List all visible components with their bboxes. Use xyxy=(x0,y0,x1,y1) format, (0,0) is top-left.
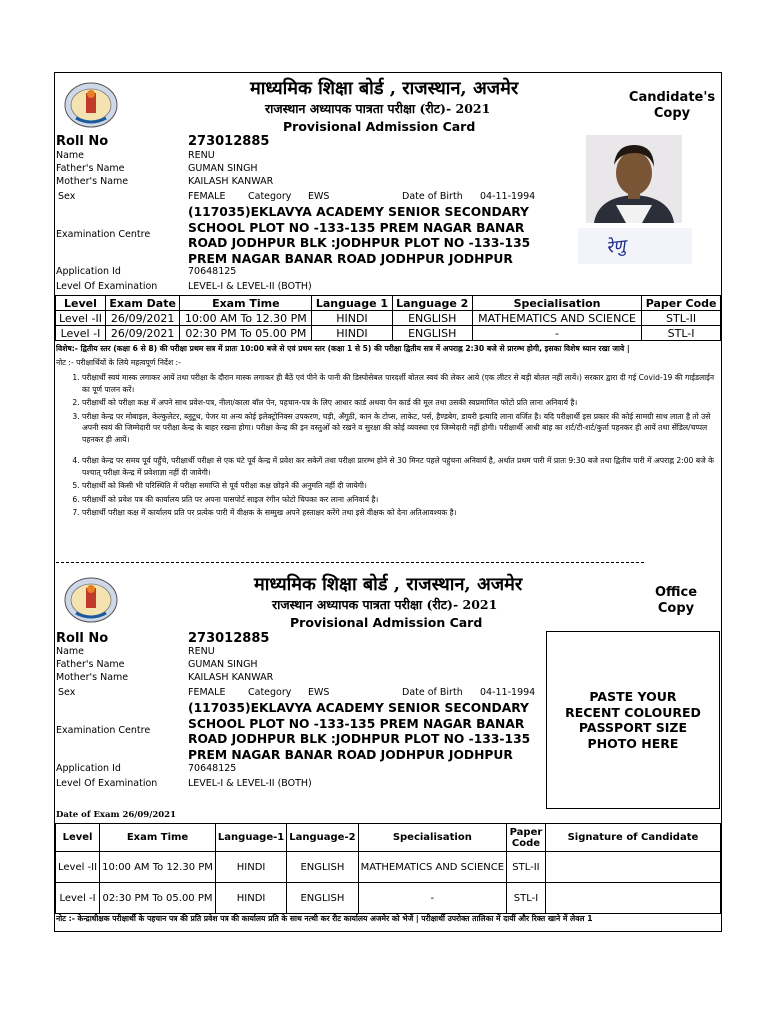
application-id-label: Application Id xyxy=(56,763,121,774)
dob-label: Date of Birth xyxy=(402,191,463,202)
father-value: GUMAN SINGH xyxy=(188,163,258,174)
sex-value: FEMALE xyxy=(188,191,226,202)
col-header: Specialisation xyxy=(472,296,641,311)
roll-no-label: Roll No xyxy=(56,134,109,149)
table-cell: Level -I xyxy=(56,326,106,341)
instruction-item: 5. परीक्षार्थी को किसी भी परिस्थिति में परीक्षा समाप्ति से पूर्व परीक्षा कक्ष छोड़ने की अनुमति नहीं दी जायेगी। xyxy=(82,480,720,492)
centre-line: PREM NAGAR BANAR ROAD JODHPUR JODHPUR xyxy=(188,747,513,762)
table-row xyxy=(56,326,721,341)
dob-value: 04-11-1994 xyxy=(480,191,536,202)
col-header: Specialisation xyxy=(358,824,506,852)
application-id-value: 70648125 xyxy=(188,266,237,277)
category-value: EWS xyxy=(308,191,330,202)
table-row xyxy=(56,311,721,326)
centre-line: (117035)EKLAVYA ACADEMY SENIOR SECONDARY xyxy=(188,205,529,219)
candidate-photo xyxy=(586,135,682,223)
father-label: Father's Name xyxy=(56,163,125,174)
table-cell: Level -I xyxy=(56,883,100,914)
exam-schedule-table xyxy=(55,295,721,341)
table-cell: - xyxy=(472,326,641,341)
table-cell: 02:30 PM To 05.00 PM xyxy=(180,326,312,341)
cut-line-divider xyxy=(56,562,644,563)
signature-cell xyxy=(545,883,720,914)
table-cell: MATHEMATICS AND SCIENCE xyxy=(472,311,641,326)
instruction-item: 6. परीक्षार्थी को प्रवेश पत्र की कार्यालय प्रति पर अपना पासपोर्ट साइज रंगीन फोटो चिपका कर लाना अनिवार्य है। xyxy=(82,494,720,506)
level-of-exam-label: Level Of Examination xyxy=(56,778,158,789)
table-cell: STL-II xyxy=(507,852,546,883)
board-title: माध्यमिक शिक्षा बोर्ड , राजस्थान, अजमेर xyxy=(250,78,519,99)
mother-label: Mother's Name xyxy=(56,672,129,683)
application-id-label: Application Id xyxy=(56,266,121,277)
exam-title: राजस्थान अध्यापक पात्रता परीक्षा (रीट)- 2021 xyxy=(265,101,491,116)
name-value: RENU xyxy=(188,646,215,657)
office-schedule-table xyxy=(55,823,721,914)
table-cell: ENGLISH xyxy=(392,311,472,326)
office-copy-label xyxy=(626,585,726,617)
table-cell: HINDI xyxy=(215,883,286,914)
paste-photo-box xyxy=(546,631,720,809)
sex-label: Sex xyxy=(58,191,76,202)
name-label: Name xyxy=(56,150,85,161)
col-header: Language 2 xyxy=(392,296,472,311)
sex-label: Sex xyxy=(58,687,76,698)
board-logo-icon xyxy=(64,577,118,623)
col-header: Exam Date xyxy=(105,296,179,311)
level-of-exam-value: LEVEL-I & LEVEL-II (BOTH) xyxy=(188,778,312,789)
centre-line: ROAD JODHPUR BLK :JODHPUR PLOT NO -133-135 xyxy=(188,236,531,250)
table-cell: HINDI xyxy=(312,326,392,341)
table-row xyxy=(56,852,721,883)
table-cell: 26/09/2021 xyxy=(105,326,179,341)
instructions-list xyxy=(56,372,720,521)
signature-cell xyxy=(545,852,720,883)
instruction-item: 1. परीक्षार्थी स्वयं मास्क लगाकर आयें तथा परीक्षा के दौरान मास्क लगाकर ही बैठें एवं पीने के पानी की डिस्पोसेबल पारदर्शी बोतल स्वयं की लेकर आये (एक लीटर से बड़ी बोतल नहीं लायें।) सरकार द्वारा दी गई Covid-19 की गाईडलाईन का पूर्ण पालन करें। xyxy=(82,372,720,395)
sex-value: FEMALE xyxy=(188,687,226,698)
centre-line: SCHOOL PLOT NO -133-135 PREM NAGAR BANAR xyxy=(188,220,525,235)
table-cell: 26/09/2021 xyxy=(105,311,179,326)
exam-centre-value xyxy=(188,701,544,763)
table-cell: 10:00 AM To 12.30 PM xyxy=(100,852,216,883)
board-logo-icon xyxy=(64,82,118,128)
instruction-item: 3. परीक्षा केन्द्र पर मोबाइल, केल्कुलेटर, ब्लूटूथ, पेजर या अन्य कोई इलेक्ट्रोनिक्स उपकरण, घड़ी, अँगूठी, कान के टोप्स, लाकेट, पर्स, हैण्डबेग, डायरी इत्यादि लाना वर्जित है। यदि परीक्षार्थी इस प्रकार की कोई सामग्री साथ लाता है तो उसे अपनी स्वयं की जिम्मेदारी पर परीक्षा केन्द्र के बाहर रखना होगा। परीक्षा केन्द्र की इन वस्तुओं को रखने व सुरक्षा की कोई व्यवस्था एवं जिम्मेदारी नहीं होगी। परीक्षार्थी आधी बांह का शर्ट/टी-शर्ट/कुर्ता पहनकर ही आयें तथा सेंडिल/चप्पल पहनकर ही आयें। xyxy=(82,411,720,446)
col-header: Signature of Candidate xyxy=(545,824,720,852)
col-header: Language 1 xyxy=(312,296,392,311)
exam-title: राजस्थान अध्यापक पात्रता परीक्षा (रीट)- 2021 xyxy=(272,597,498,612)
table-cell: - xyxy=(358,883,506,914)
dob-value: 04-11-1994 xyxy=(480,687,536,698)
table-header-row xyxy=(56,824,721,852)
copy-line: Office xyxy=(654,585,698,600)
table-cell: STL-II xyxy=(642,311,721,326)
father-label: Father's Name xyxy=(56,659,125,670)
centre-line: PREM NAGAR BANAR ROAD JODHPUR JODHPUR xyxy=(188,251,513,266)
copy-line: Copy xyxy=(657,601,695,616)
exam-centre-label: Examination Centre xyxy=(56,725,151,736)
name-value: RENU xyxy=(188,150,215,161)
mother-value: KAILASH KANWAR xyxy=(188,672,274,683)
col-header: Language-1 xyxy=(215,824,286,852)
col-header: Level xyxy=(56,824,100,852)
notes-heading: नोट :- परीक्षार्थियों के लिये महत्वपूर्ण निर्देश :- xyxy=(56,358,181,367)
table-cell: HINDI xyxy=(215,852,286,883)
roll-no-value: 273012885 xyxy=(188,631,270,646)
exam-centre-value xyxy=(188,205,558,267)
footer-note: नोट :- केन्द्राधीक्षक परीक्षार्थी के पहचान पत्र की प्रति प्रवेश पत्र की कार्यालय प्रति के साथ नत्थी कर रीट कार्यालय अजमेर को भेजें | परीक्षार्थी उपरोक्त तालिका में दायीं और रिक्त खाने में लेवल 1 xyxy=(56,914,593,923)
board-title: माध्यमिक शिक्षा बोर्ड , राजस्थान, अजमेर xyxy=(254,574,523,595)
candidate-copy-label xyxy=(620,90,724,122)
father-value: GUMAN SINGH xyxy=(188,659,258,670)
photo-box-line: PASTE YOUR xyxy=(589,689,677,704)
col-header: Paper Code xyxy=(507,824,546,852)
col-header: Language-2 xyxy=(287,824,358,852)
copy-line: Candidate's xyxy=(628,90,716,105)
table-cell: Level -II xyxy=(56,311,106,326)
photo-box-line: PASSPORT SIZE xyxy=(578,720,688,735)
table-header-row xyxy=(56,296,721,311)
table-row xyxy=(56,883,721,914)
table-cell: ENGLISH xyxy=(392,326,472,341)
dob-label: Date of Birth xyxy=(402,687,463,698)
exam-centre-label: Examination Centre xyxy=(56,229,151,240)
instruction-item: 7. परीक्षार्थी परीक्षा कक्ष में कार्यालय प्रति पर प्रत्येक पारी में वीक्षक के सम्मुख अपने हस्ताक्षर करेंगे तथा इसे वीक्षक को देना अतिआवश्यक है। xyxy=(82,507,720,519)
table-cell: MATHEMATICS AND SCIENCE xyxy=(358,852,506,883)
roll-no-label: Roll No xyxy=(56,631,109,646)
table-cell: STL-I xyxy=(507,883,546,914)
mother-label: Mother's Name xyxy=(56,176,129,187)
card-title: Provisional Admission Card xyxy=(283,119,476,134)
centre-line: ROAD JODHPUR BLK :JODHPUR PLOT NO -133-135 xyxy=(188,732,531,746)
signature-text: रेणु xyxy=(605,236,627,258)
instruction-item: 2. परीक्षार्थी को परीक्षा कक्ष में अपने साथ प्रवेश-पत्र, नीला/काला बॉल पेन, पहचान-पत्र के लिए आधार कार्ड अथवा पेन कार्ड की मूल तथा उसकी स्वप्रमाणित फोटो प्रति लाना अनिवार्य है। xyxy=(82,397,720,409)
col-header: Level xyxy=(56,296,106,311)
level-of-exam-label: Level Of Examination xyxy=(56,281,158,292)
table-cell: Level -II xyxy=(56,852,100,883)
photo-box-line: PHOTO HERE xyxy=(587,735,679,751)
col-header: Paper Code xyxy=(642,296,721,311)
application-id-value: 70648125 xyxy=(188,763,237,774)
category-label: Category xyxy=(248,191,292,202)
card-title: Provisional Admission Card xyxy=(290,615,483,630)
instruction-item: 4. परीक्षा केन्द्र पर समय पूर्व पहुँचे, परीक्षार्थी परीक्षा से एक घंटे पूर्व केन्द्र में प्रवेश कर सकेगें तथा परीक्षा प्रारम्भ होने से 30 मिनट पहले पहुंचना अनिवार्य है, अर्थात प्रथम पारी में प्रातः 9:30 बजे तथा द्वितीय पारी में अपराह्न 2:00 बजे के पश्चात् परीक्षा केन्द्र में प्रवेशाज्ञा नहीं दी जावेगी। xyxy=(82,455,720,478)
table-cell: 02:30 PM To 05.00 PM xyxy=(100,883,216,914)
signature-image xyxy=(578,228,692,264)
special-note: विशेष:- द्वितीय स्तर (कक्षा 6 से 8) की परीक्षा प्रथम सत्र में प्रातः 10:00 बजे से एवं प्रथम स्तर (कक्षा 1 से 5) की परीक्षा द्वितीय सत्र में अपराह्न 2:30 बजे से प्रारम्भ होगी, इसका विशेष ध्यान रखा जावे | xyxy=(56,344,630,353)
level-of-exam-value: LEVEL-I & LEVEL-II (BOTH) xyxy=(188,281,312,292)
col-header: Exam Time xyxy=(100,824,216,852)
roll-no-value: 273012885 xyxy=(188,134,270,149)
table-cell: ENGLISH xyxy=(287,852,358,883)
table-cell: HINDI xyxy=(312,311,392,326)
centre-line: SCHOOL PLOT NO -133-135 PREM NAGAR BANAR xyxy=(188,716,525,731)
col-header: Exam Time xyxy=(180,296,312,311)
mother-value: KAILASH KANWAR xyxy=(188,176,274,187)
table-cell: ENGLISH xyxy=(287,883,358,914)
category-label: Category xyxy=(248,687,292,698)
copy-line: Copy xyxy=(653,106,691,121)
table-cell: 10:00 AM To 12.30 PM xyxy=(180,311,312,326)
date-of-exam: Date of Exam 26/09/2021 xyxy=(56,810,176,820)
name-label: Name xyxy=(56,646,85,657)
category-value: EWS xyxy=(308,687,330,698)
table-cell: STL-I xyxy=(642,326,721,341)
photo-box-line: RECENT COLOURED xyxy=(565,704,701,720)
centre-line: (117035)EKLAVYA ACADEMY SENIOR SECONDARY xyxy=(188,701,529,715)
